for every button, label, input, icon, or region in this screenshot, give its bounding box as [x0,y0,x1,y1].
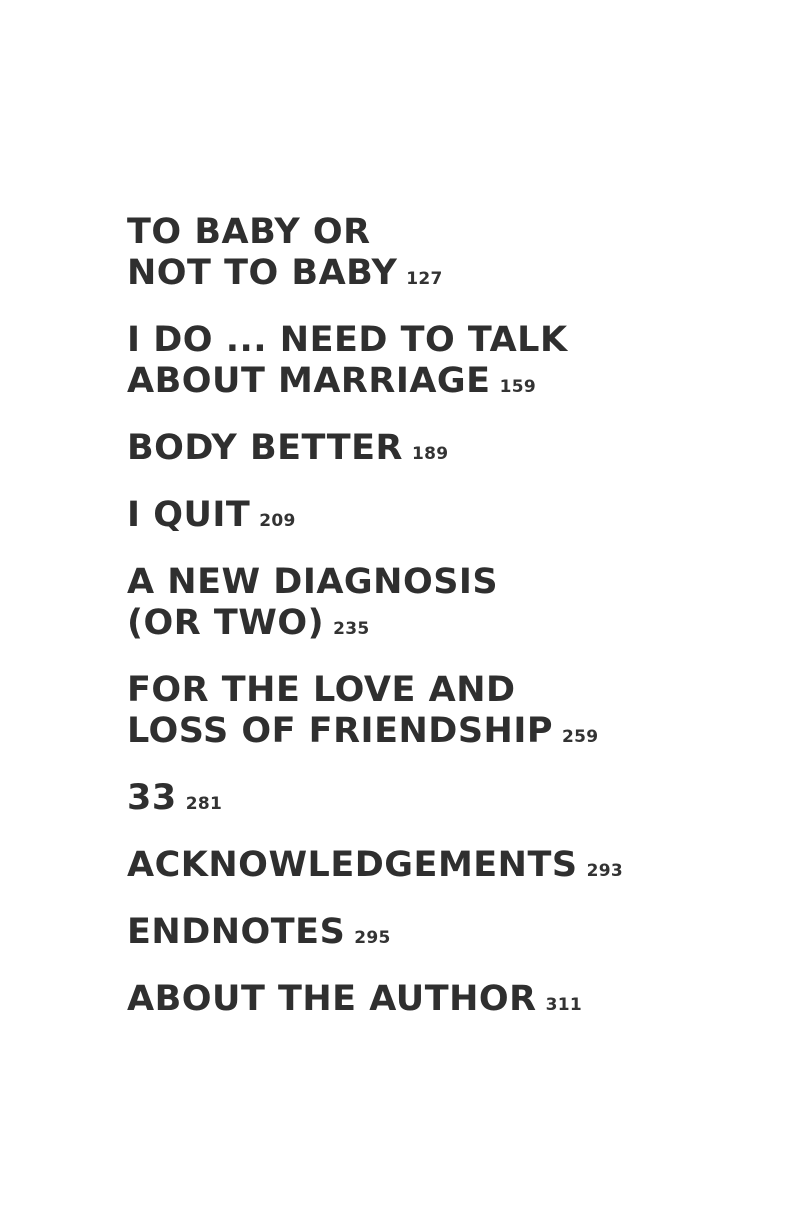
toc-entry-last-line [127,912,727,953]
toc-entry-title-line: A NEW DIAGNOSIS [127,562,499,602]
toc-entry-last-line [127,979,727,1020]
toc-entry-title-line: ABOUT MARRIAGE [127,361,491,401]
toc-entry-last-line [127,603,727,644]
toc-entry-page-number: 189 [411,444,449,464]
toc-entry-page-number: 235 [333,619,370,639]
toc-entry-title-line: I DO ... NEED TO TALK [127,320,568,360]
toc-entry-title-line: (OR TWO) [127,603,325,643]
toc-entry-page-number: 311 [545,995,582,1015]
toc-entry[interactable] [127,912,727,953]
toc-entry-title-line: ENDNOTES [127,912,346,952]
toc-entry-title-line: LOSS OF FRIENDSHIP [127,711,553,751]
toc-entry-title-line: BODY BETTER [127,428,403,468]
toc-entry-last-line [127,711,727,752]
toc-entry-title-line: NOT TO BABY [127,253,398,293]
toc-entry-page-number: 293 [586,861,623,881]
toc-entry[interactable] [127,495,727,536]
toc-entry[interactable] [127,562,727,644]
toc-entry-page-number: 159 [499,377,536,397]
toc-entry-last-line [127,495,727,536]
toc-entry-last-line [127,428,727,469]
toc-entry-last-line [127,361,727,402]
toc-entry[interactable] [127,428,727,469]
toc-entry-title-line: ACKNOWLEDGEMENTS [127,845,578,885]
toc-entry-last-line [127,845,727,886]
toc-entry-last-line [127,778,727,819]
toc-entry[interactable] [127,979,727,1020]
toc-entry-page-number: 259 [562,727,599,747]
toc-entry-title-line: FOR THE LOVE AND [127,670,516,710]
toc-entry-page-number: 127 [406,269,443,289]
toc-entry-title-line: TO BABY OR [127,212,371,252]
toc-entry-title-line: 33 [127,778,177,818]
toc-entry[interactable] [127,320,727,402]
toc-entry[interactable] [127,212,727,294]
toc-entry-last-line [127,253,727,294]
toc-entry[interactable] [127,845,727,886]
toc-entry[interactable] [127,670,727,752]
toc-entry-title-line: I QUIT [127,495,251,535]
table-of-contents [127,212,727,1020]
toc-entry-page-number: 295 [354,928,391,948]
toc-entry[interactable] [127,778,727,819]
toc-entry-page-number: 281 [185,794,223,814]
toc-entry-title-line: ABOUT THE AUTHOR [127,979,537,1019]
toc-entry-page-number: 209 [259,511,296,531]
